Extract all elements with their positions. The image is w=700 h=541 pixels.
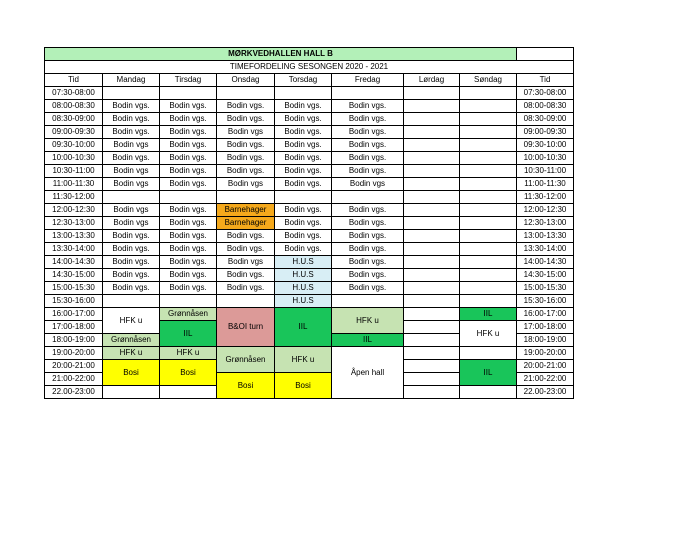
col-header: Lørdag xyxy=(404,74,460,87)
time-cell: 18:00-19:00 xyxy=(45,334,103,347)
col-header: Onsdag xyxy=(217,74,275,87)
time-cell: 08:30-09:00 xyxy=(517,113,574,126)
booking-cell: IIL xyxy=(275,308,332,347)
schedule-cell: Bodin vgs xyxy=(103,217,160,230)
col-header: Torsdag xyxy=(275,74,332,87)
schedule-cell xyxy=(332,191,404,204)
schedule-cell xyxy=(160,87,217,100)
schedule-cell xyxy=(404,178,460,191)
table-row xyxy=(45,152,574,165)
schedule-cell: Bodin vgs xyxy=(103,165,160,178)
time-cell: 10:00-10:30 xyxy=(45,152,103,165)
table-row xyxy=(45,282,574,295)
time-cell: 09:00-09:30 xyxy=(517,126,574,139)
time-cell: 08:00-08:30 xyxy=(45,100,103,113)
time-cell: 13:00-13:30 xyxy=(45,230,103,243)
schedule-cell xyxy=(404,334,460,347)
booking-cell: Åpen hall xyxy=(332,347,404,399)
schedule-cell xyxy=(460,243,517,256)
schedule-cell: Bodin vgs. xyxy=(275,217,332,230)
schedule-cell: Bodin vgs xyxy=(217,126,275,139)
schedule-cell: Bodin vgs. xyxy=(217,100,275,113)
time-cell: 13:00-13:30 xyxy=(517,230,574,243)
time-cell: 09:00-09:30 xyxy=(45,126,103,139)
time-cell: 18:00-19:00 xyxy=(517,334,574,347)
schedule-cell xyxy=(460,152,517,165)
time-cell: 21:00-22:00 xyxy=(45,373,103,386)
schedule-cell: Bodin vgs. xyxy=(160,256,217,269)
schedule-cell xyxy=(460,100,517,113)
table-row xyxy=(45,87,574,100)
schedule-cell: Bodin vgs. xyxy=(103,113,160,126)
schedule-cell: Bodin vgs. xyxy=(275,113,332,126)
schedule-table xyxy=(44,47,574,399)
schedule-cell: Bodin vgs. xyxy=(160,152,217,165)
schedule-cell xyxy=(404,256,460,269)
schedule-cell xyxy=(404,113,460,126)
time-cell: 11:00-11:30 xyxy=(45,178,103,191)
schedule-cell xyxy=(404,386,460,399)
time-cell: 14:00-14:30 xyxy=(45,256,103,269)
header-row xyxy=(45,74,574,87)
time-cell: 13:30-14:00 xyxy=(45,243,103,256)
schedule-cell: Bodin vgs. xyxy=(275,204,332,217)
schedule-cell xyxy=(103,87,160,100)
schedule-cell: Bodin vgs xyxy=(103,178,160,191)
schedule-cell xyxy=(460,126,517,139)
schedule-cell: Bodin vgs. xyxy=(217,139,275,152)
table-row xyxy=(45,295,574,308)
time-cell: 22.00-23:00 xyxy=(517,386,574,399)
time-cell: 15:00-15:30 xyxy=(45,282,103,295)
schedule-cell xyxy=(404,152,460,165)
schedule-cell: Bodin vgs. xyxy=(160,269,217,282)
schedule-cell xyxy=(404,87,460,100)
time-cell: 11:00-11:30 xyxy=(517,178,574,191)
schedule-cell: Bodin vgs. xyxy=(332,126,404,139)
schedule-cell: Bodin vgs. xyxy=(332,113,404,126)
time-cell: 19:00-20:00 xyxy=(517,347,574,360)
table-row xyxy=(45,217,574,230)
schedule-cell: Bodin vgs. xyxy=(217,113,275,126)
booking-cell: Grønnåsen xyxy=(217,347,275,373)
booking-cell: IIL xyxy=(460,308,517,321)
schedule-cell xyxy=(404,165,460,178)
schedule-cell: Bodin vgs. xyxy=(160,282,217,295)
table-row xyxy=(45,269,574,282)
schedule-cell: Bodin vgs. xyxy=(103,230,160,243)
schedule-cell: Bodin vgs. xyxy=(332,152,404,165)
col-header: Tid xyxy=(45,74,103,87)
schedule-cell xyxy=(460,178,517,191)
schedule-cell xyxy=(460,282,517,295)
booking-cell: HFK u xyxy=(332,308,404,334)
schedule-cell xyxy=(217,191,275,204)
schedule-cell: Bodin vgs. xyxy=(332,282,404,295)
schedule-cell xyxy=(332,295,404,308)
time-cell: 16:00-17:00 xyxy=(45,308,103,321)
schedule-cell: Bodin vgs xyxy=(103,204,160,217)
table-row xyxy=(45,243,574,256)
time-cell: 11:30-12:00 xyxy=(517,191,574,204)
booking-cell: HFK u xyxy=(275,347,332,373)
time-cell: 10:30-11:00 xyxy=(45,165,103,178)
time-cell: 14:30-15:00 xyxy=(517,269,574,282)
time-cell: 16:00-17:00 xyxy=(517,308,574,321)
table-row xyxy=(45,100,574,113)
schedule-cell xyxy=(404,321,460,334)
booking-cell: Bosi xyxy=(217,373,275,399)
schedule-cell xyxy=(460,386,517,399)
col-header: Søndag xyxy=(460,74,517,87)
schedule-cell: Bodin vgs. xyxy=(275,230,332,243)
time-cell: 20:00-21:00 xyxy=(517,360,574,373)
time-cell: 15:00-15:30 xyxy=(517,282,574,295)
schedule-cell xyxy=(404,126,460,139)
schedule-cell: Bodin vgs. xyxy=(160,139,217,152)
time-cell: 08:00-08:30 xyxy=(517,100,574,113)
schedule-cell xyxy=(460,347,517,360)
schedule-cell: H.U.S xyxy=(275,256,332,269)
booking-cell: Grønnåsen xyxy=(160,308,217,321)
time-cell: 12:30-13:00 xyxy=(45,217,103,230)
schedule-cell xyxy=(460,204,517,217)
booking-cell xyxy=(160,386,217,399)
time-cell: 22.00-23:00 xyxy=(45,386,103,399)
schedule-cell: Bodin vgs. xyxy=(217,282,275,295)
time-cell: 10:30-11:00 xyxy=(517,165,574,178)
time-cell: 20:00-21:00 xyxy=(45,360,103,373)
schedule-cell xyxy=(160,295,217,308)
time-cell: 07:30-08:00 xyxy=(45,87,103,100)
time-cell: 08:30-09:00 xyxy=(45,113,103,126)
time-cell: 17:00-18:00 xyxy=(45,321,103,334)
table-row xyxy=(45,347,574,360)
time-cell: 12:00-12:30 xyxy=(517,204,574,217)
booking-cell: HFK u xyxy=(103,347,160,360)
schedule-cell xyxy=(217,295,275,308)
schedule-cell: Bodin vgs. xyxy=(217,243,275,256)
schedule-cell: Bodin vgs. xyxy=(332,243,404,256)
schedule-cell: Bodin vgs xyxy=(103,139,160,152)
booking-cell: B&OI turn xyxy=(217,308,275,347)
booking-cell: HFK u xyxy=(460,321,517,347)
schedule-cell xyxy=(404,191,460,204)
time-cell: 11:30-12:00 xyxy=(45,191,103,204)
empty-cell xyxy=(517,48,574,61)
schedule-cell xyxy=(160,191,217,204)
booking-cell: IIL xyxy=(332,334,404,347)
booking-cell: HFK u xyxy=(103,308,160,334)
booking-cell: Bosi xyxy=(103,360,160,386)
schedule-cell: Bodin vgs. xyxy=(332,230,404,243)
schedule-cell xyxy=(460,256,517,269)
schedule-cell: Bodin vgs. xyxy=(332,256,404,269)
schedule-cell: Bodin vgs. xyxy=(275,243,332,256)
col-header: Tirsdag xyxy=(160,74,217,87)
schedule-cell: Bodin vgs. xyxy=(160,100,217,113)
schedule-cell: Barnehager xyxy=(217,217,275,230)
schedule-cell: Bodin vgs. xyxy=(332,204,404,217)
schedule-cell: Bodin vgs. xyxy=(103,256,160,269)
schedule-cell: Bodin vgs. xyxy=(217,230,275,243)
schedule-cell: H.U.S xyxy=(275,295,332,308)
table-row xyxy=(45,230,574,243)
schedule-cell: Bodin vgs. xyxy=(332,217,404,230)
time-cell: 14:00-14:30 xyxy=(517,256,574,269)
schedule-cell: Bodin vgs. xyxy=(217,269,275,282)
time-cell: 12:00-12:30 xyxy=(45,204,103,217)
schedule-cell xyxy=(460,217,517,230)
booking-cell: Grønnåsen xyxy=(103,334,160,347)
table-row xyxy=(45,256,574,269)
table-row xyxy=(45,191,574,204)
time-cell: 14:30-15:00 xyxy=(45,269,103,282)
schedule-cell: Bodin vgs. xyxy=(275,178,332,191)
schedule-cell xyxy=(404,373,460,386)
schedule-cell: Bodin vgs. xyxy=(217,165,275,178)
time-cell: 09:30-10:00 xyxy=(45,139,103,152)
booking-cell: Bosi xyxy=(160,360,217,386)
schedule-cell xyxy=(404,347,460,360)
schedule-cell: Bodin vgs. xyxy=(103,269,160,282)
time-cell: 09:30-10:00 xyxy=(517,139,574,152)
time-cell: 15:30-16:00 xyxy=(517,295,574,308)
schedule-cell: Bodin vgs. xyxy=(332,100,404,113)
schedule-cell xyxy=(275,87,332,100)
time-cell: 12:30-13:00 xyxy=(517,217,574,230)
schedule-cell: Bodin vgs. xyxy=(103,126,160,139)
schedule-cell: Bodin vgs. xyxy=(103,243,160,256)
schedule-cell xyxy=(404,217,460,230)
booking-cell: Bosi xyxy=(275,373,332,399)
schedule-cell: Bodin vgs. xyxy=(160,178,217,191)
schedule-cell: Bodin vgs. xyxy=(160,230,217,243)
table-row xyxy=(45,139,574,152)
schedule-cell: Bodin vgs. xyxy=(103,152,160,165)
schedule-cell: Bodin vgs. xyxy=(275,139,332,152)
schedule-cell: Bodin vgs. xyxy=(160,243,217,256)
schedule-cell xyxy=(404,204,460,217)
schedule-cell: Bodin vgs xyxy=(217,178,275,191)
schedule-cell xyxy=(103,295,160,308)
schedule-cell xyxy=(332,87,404,100)
table-row xyxy=(45,204,574,217)
schedule-cell: Bodin vgs. xyxy=(103,282,160,295)
col-header: Tid xyxy=(517,74,574,87)
time-cell: 13:30-14:00 xyxy=(517,243,574,256)
schedule-cell xyxy=(460,191,517,204)
schedule-cell xyxy=(404,269,460,282)
schedule-cell: Bodin vgs. xyxy=(160,165,217,178)
booking-cell: HFK u xyxy=(160,347,217,360)
table-row xyxy=(45,113,574,126)
schedule-cell xyxy=(217,87,275,100)
schedule-cell: Bodin vgs. xyxy=(332,139,404,152)
schedule-cell: Bodin vgs. xyxy=(160,113,217,126)
schedule-cell: Bodin vgs. xyxy=(332,165,404,178)
schedule-cell: Bodin vgs. xyxy=(160,217,217,230)
booking-cell: IIL xyxy=(460,360,517,386)
schedule-cell: H.U.S xyxy=(275,269,332,282)
schedule-cell: Bodin vgs. xyxy=(275,165,332,178)
time-cell: 10:00-10:30 xyxy=(517,152,574,165)
table-row xyxy=(45,126,574,139)
schedule-cell: Bodin vgs. xyxy=(332,269,404,282)
schedule-cell xyxy=(404,282,460,295)
schedule-cell xyxy=(404,100,460,113)
schedule-cell: Bodin vgs. xyxy=(103,100,160,113)
schedule-cell xyxy=(460,295,517,308)
schedule-cell: Bodin vgs. xyxy=(160,126,217,139)
table-row xyxy=(45,165,574,178)
col-header: Fredag xyxy=(332,74,404,87)
schedule-cell xyxy=(460,269,517,282)
schedule-cell xyxy=(460,139,517,152)
time-cell: 21:00-22:00 xyxy=(517,373,574,386)
schedule-cell xyxy=(460,230,517,243)
schedule-cell xyxy=(460,87,517,100)
schedule-cell xyxy=(404,295,460,308)
schedule-cell: H.U.S xyxy=(275,282,332,295)
schedule-cell: Bodin vgs. xyxy=(217,152,275,165)
schedule-cell xyxy=(460,113,517,126)
table-row xyxy=(45,308,574,321)
booking-cell: IIL xyxy=(160,321,217,347)
sheet-subtitle: TIMEFORDELING SESONGEN 2020 - 2021 xyxy=(45,61,574,74)
schedule-cell xyxy=(404,139,460,152)
time-cell: 15:30-16:00 xyxy=(45,295,103,308)
schedule-cell xyxy=(404,243,460,256)
schedule-cell xyxy=(404,308,460,321)
col-header: Mandag xyxy=(103,74,160,87)
schedule-cell xyxy=(460,165,517,178)
schedule-cell xyxy=(275,191,332,204)
schedule-cell: Bodin vgs. xyxy=(160,204,217,217)
schedule-cell: Barnehager xyxy=(217,204,275,217)
schedule-cell: Bodin vgs xyxy=(332,178,404,191)
schedule-cell xyxy=(103,191,160,204)
booking-cell xyxy=(103,386,160,399)
schedule-cell: Bodin vgs. xyxy=(275,100,332,113)
schedule-cell: Bodin vgs. xyxy=(275,152,332,165)
schedule-cell xyxy=(404,230,460,243)
table-row xyxy=(45,178,574,191)
schedule-cell: Bodin vgs. xyxy=(275,126,332,139)
schedule-cell: Bodin vgs xyxy=(217,256,275,269)
schedule-cell xyxy=(404,360,460,373)
sheet-title: MØRKVEDHALLEN HALL B xyxy=(45,48,517,61)
time-cell: 17:00-18:00 xyxy=(517,321,574,334)
time-cell: 19:00-20:00 xyxy=(45,347,103,360)
time-cell: 07:30-08:00 xyxy=(517,87,574,100)
